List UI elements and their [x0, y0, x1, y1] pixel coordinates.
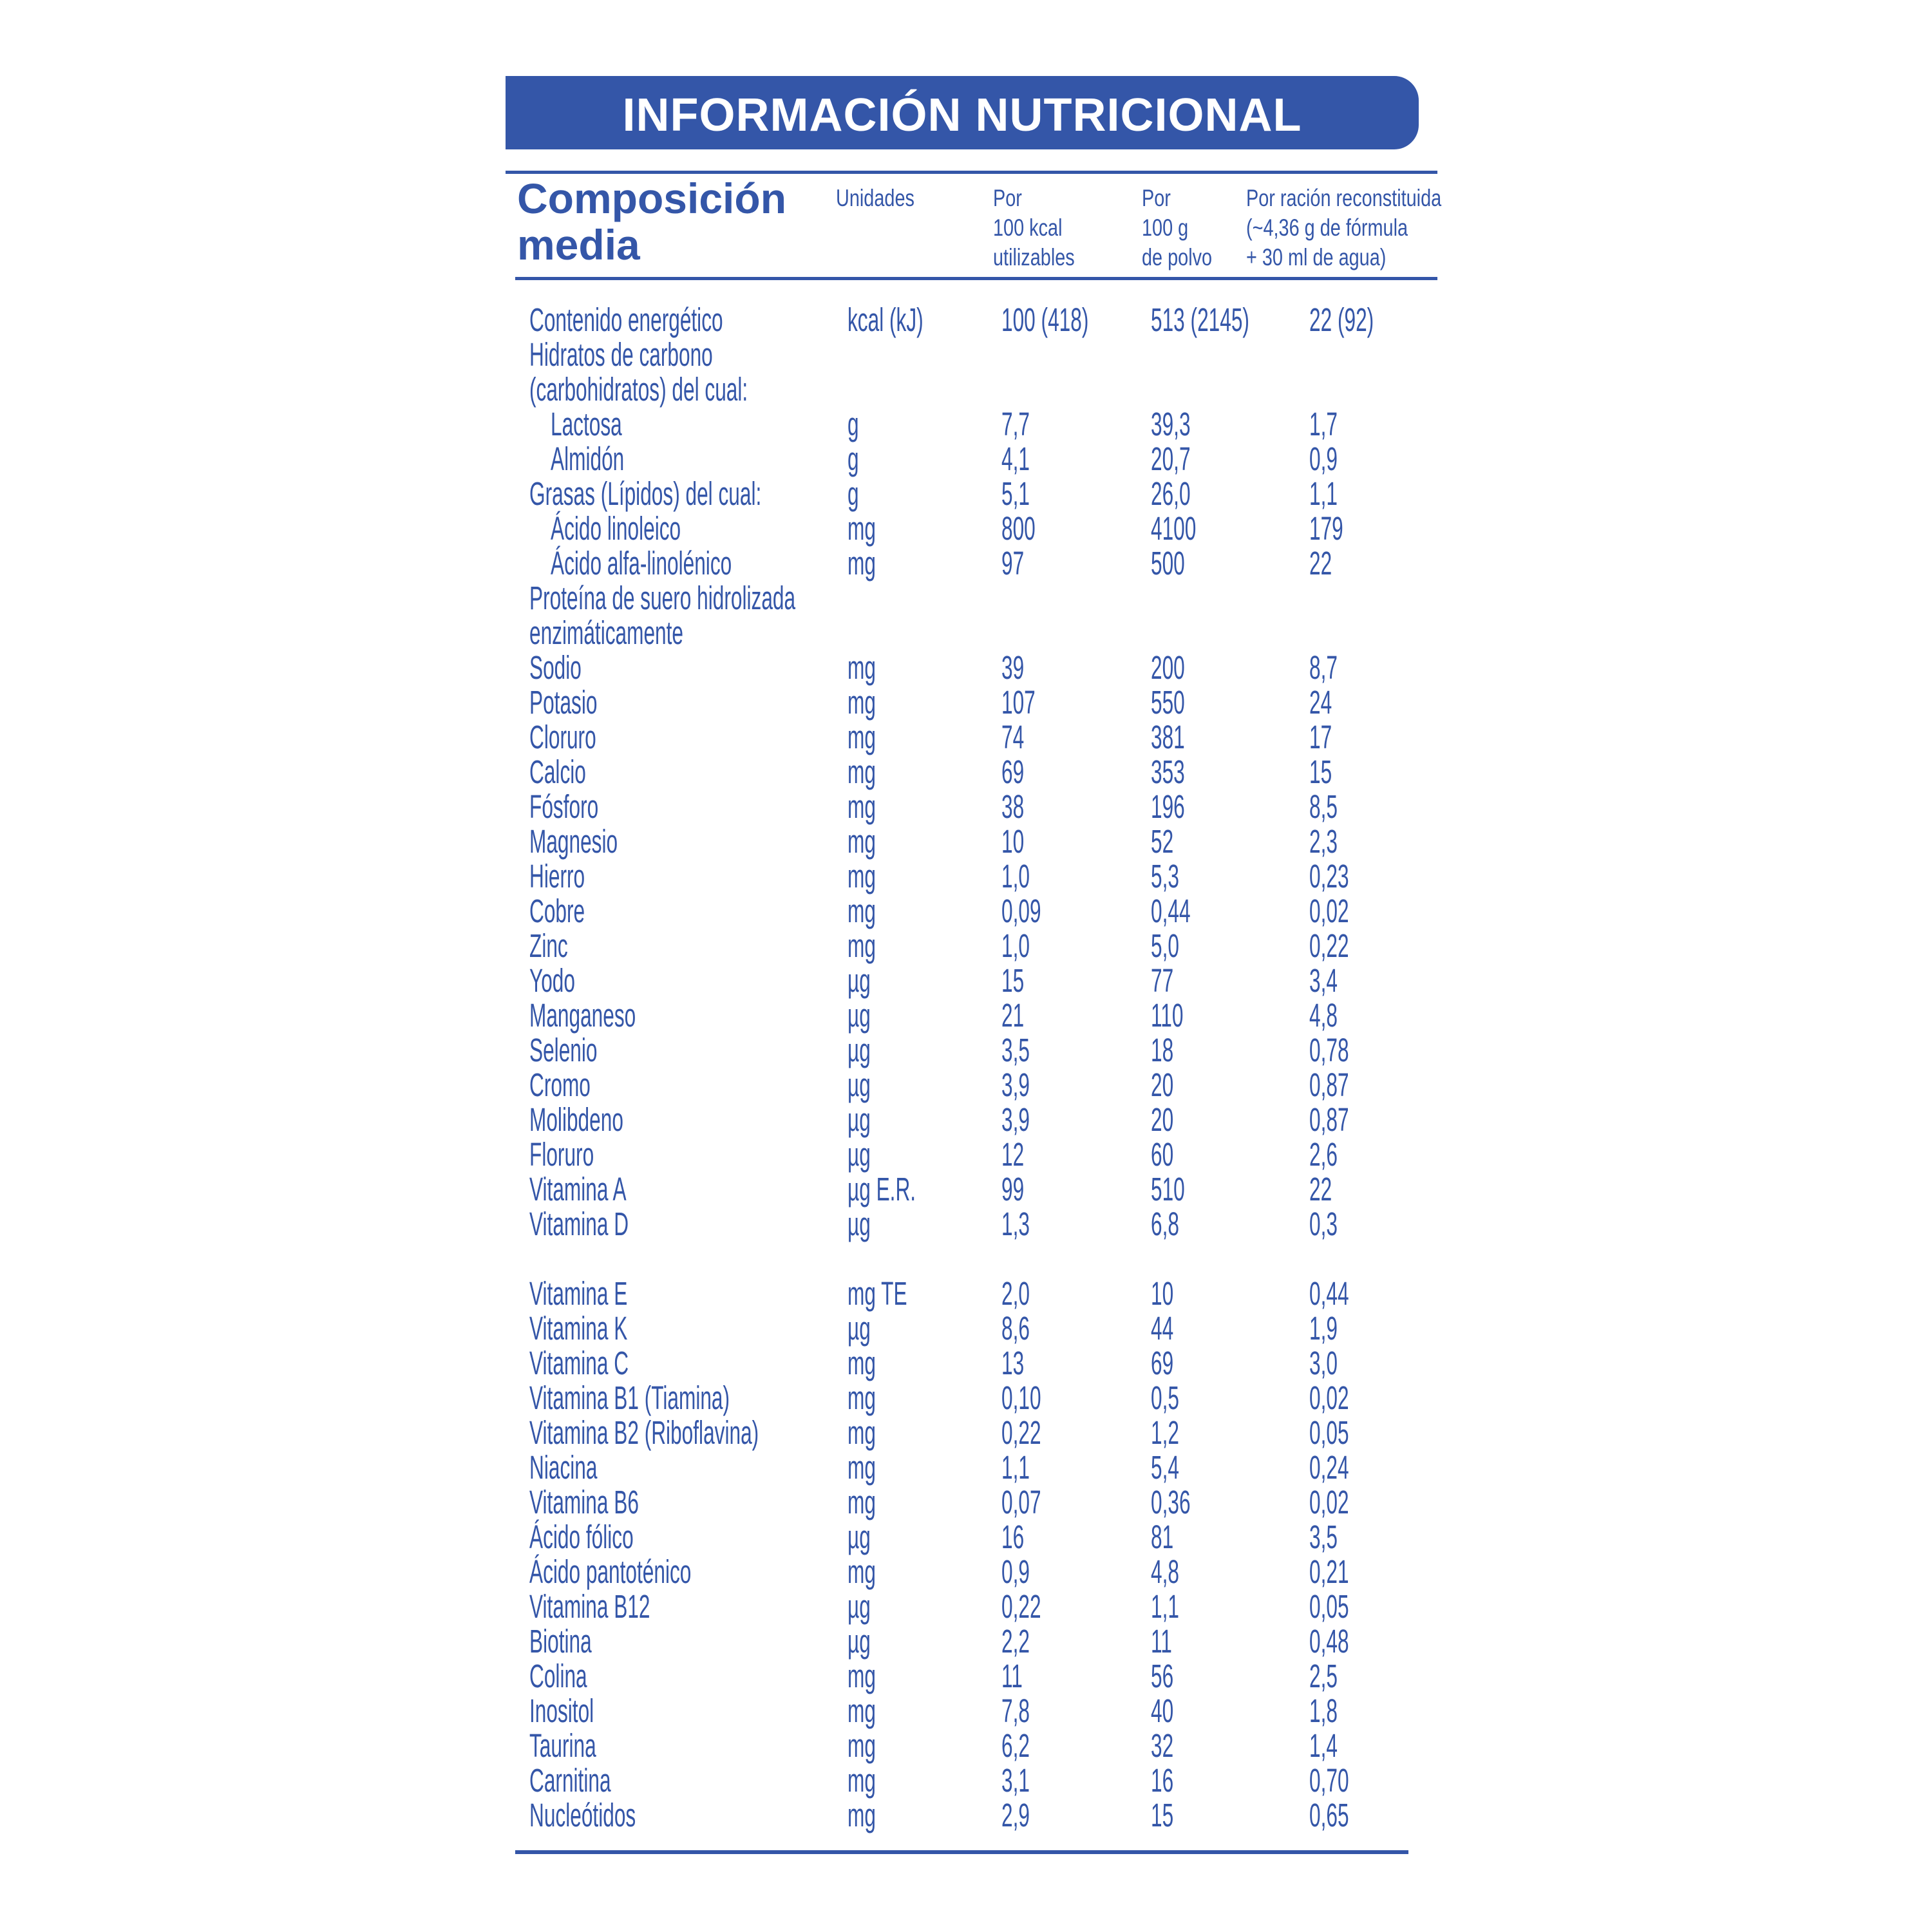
unit-cell: µg E.R.	[848, 1171, 916, 1208]
unit-cell: µg	[848, 1136, 871, 1173]
per-ration-cell: 0,44	[1309, 1275, 1349, 1312]
per-ration-cell: 0,02	[1309, 1379, 1349, 1416]
per-100-g-cell: 15	[1151, 1797, 1174, 1833]
nutrient-name: Proteína de suero hidrolizada	[529, 580, 796, 616]
unit-cell: µg	[848, 1623, 871, 1660]
per-ration-cell: 0,23	[1309, 858, 1349, 895]
per-ration-column-header	[1246, 184, 1441, 272]
per-ration-cell: 0,05	[1309, 1588, 1349, 1625]
units-column-header	[836, 184, 914, 213]
per-100-kcal-cell: 3,1	[1001, 1762, 1030, 1799]
nutrient-name: Calcio	[529, 753, 586, 790]
per-100-g-header-line: 100 g	[1142, 214, 1189, 241]
unit-cell: mg	[848, 893, 876, 929]
per-100-g-cell: 196	[1151, 788, 1185, 825]
per-100-g-cell: 110	[1151, 997, 1184, 1034]
per-ration-cell: 17	[1309, 719, 1332, 755]
per-100-g-cell: 20	[1151, 1066, 1174, 1103]
nutrient-name: Sodio	[529, 649, 582, 686]
per-ration-cell: 22 (92)	[1309, 301, 1374, 338]
per-100-g-cell: 381	[1151, 719, 1185, 755]
per-100-g-cell: 18	[1151, 1032, 1174, 1068]
per-ration-cell: 0,65	[1309, 1797, 1349, 1833]
per-ration-cell: 0,9	[1309, 440, 1338, 477]
per-100-kcal-cell: 0,09	[1001, 893, 1041, 929]
per-ration-cell: 8,7	[1309, 649, 1338, 686]
per-100-kcal-cell: 0,10	[1001, 1379, 1041, 1416]
per-100-g-cell: 5,0	[1151, 927, 1179, 964]
unit-cell: g	[848, 475, 859, 512]
per-100-kcal-cell: 10	[1001, 823, 1025, 860]
nutrient-name: Taurina	[529, 1727, 596, 1764]
nutrient-name: Vitamina K	[529, 1310, 628, 1347]
nutrient-name: Contenido energético	[529, 301, 723, 338]
nutrient-name: Potasio	[529, 684, 598, 721]
per-100-g-header-line: de polvo	[1142, 244, 1213, 270]
per-ration-cell: 0,87	[1309, 1066, 1349, 1103]
unit-cell: µg	[848, 1310, 871, 1347]
per-100-g-cell: 200	[1151, 649, 1185, 686]
unit-cell: mg	[848, 1379, 876, 1416]
per-100-g-cell: 500	[1151, 545, 1185, 582]
per-100-kcal-cell: 15	[1001, 962, 1025, 999]
nutrient-name: Floruro	[529, 1136, 594, 1173]
per-100-kcal-cell: 16	[1001, 1519, 1025, 1555]
unit-cell: µg	[848, 1101, 871, 1138]
title-banner	[506, 76, 1419, 149]
per-100-kcal-cell: 8,6	[1001, 1310, 1030, 1347]
per-100-kcal-cell: 1,1	[1001, 1449, 1030, 1486]
per-100-kcal-cell: 21	[1001, 997, 1025, 1034]
per-ration-cell: 0,48	[1309, 1623, 1349, 1660]
per-100-kcal-cell: 2,9	[1001, 1797, 1030, 1833]
unit-cell: mg	[848, 1727, 876, 1764]
per-100-g-column-header	[1142, 184, 1212, 272]
unit-cell: mg	[848, 1449, 876, 1486]
nutrient-name: Hidratos de carbono	[529, 336, 713, 373]
per-100-kcal-cell: 0,9	[1001, 1553, 1030, 1590]
per-100-g-cell: 0,44	[1151, 893, 1191, 929]
per-ration-cell: 4,8	[1309, 997, 1338, 1034]
per-100-g-cell: 44	[1151, 1310, 1174, 1347]
unit-cell: mg	[848, 823, 876, 860]
per-100-kcal-cell: 1,0	[1001, 858, 1030, 895]
nutrient-name: Vitamina B12	[529, 1588, 650, 1625]
per-100-g-cell: 60	[1151, 1136, 1174, 1173]
per-ration-cell: 0,78	[1309, 1032, 1349, 1068]
unit-cell: mg	[848, 1553, 876, 1590]
per-100-g-cell: 4100	[1151, 510, 1197, 547]
nutrient-name: Fósforo	[529, 788, 599, 825]
per-ration-cell: 0,22	[1309, 927, 1349, 964]
nutrient-name: Cloruro	[529, 719, 596, 755]
per-100-kcal-cell: 69	[1001, 753, 1025, 790]
per-100-kcal-cell: 7,7	[1001, 406, 1030, 442]
unit-cell: µg	[848, 962, 871, 999]
per-ration-cell: 3,5	[1309, 1519, 1338, 1555]
per-100-kcal-cell: 1,3	[1001, 1206, 1030, 1242]
nutrient-name: Biotina	[529, 1623, 592, 1660]
per-100-kcal-cell: 100 (418)	[1001, 301, 1089, 338]
unit-cell: mg	[848, 1345, 876, 1381]
per-100-kcal-cell: 0,07	[1001, 1484, 1041, 1520]
per-ration-cell: 0,21	[1309, 1553, 1349, 1590]
unit-cell: mg	[848, 1797, 876, 1833]
per-100-g-cell: 39,3	[1151, 406, 1191, 442]
per-ration-cell: 1,4	[1309, 1727, 1338, 1764]
nutrient-name: Inositol	[529, 1692, 594, 1729]
per-100-g-cell: 4,8	[1151, 1553, 1179, 1590]
unit-cell: mg	[848, 1414, 876, 1451]
per-ration-cell: 1,7	[1309, 406, 1338, 442]
per-100-kcal-cell: 2,0	[1001, 1275, 1030, 1312]
unit-cell: mg	[848, 1762, 876, 1799]
per-ration-cell: 8,5	[1309, 788, 1338, 825]
unit-cell: mg	[848, 684, 876, 721]
nutrient-name: Hierro	[529, 858, 585, 895]
unit-cell: mg	[848, 510, 876, 547]
per-100-g-cell: 20,7	[1151, 440, 1191, 477]
per-100-g-cell: 26,0	[1151, 475, 1191, 512]
per-100-kcal-cell: 5,1	[1001, 475, 1030, 512]
table-bottom-rule	[515, 1850, 1408, 1854]
per-100-g-cell: 1,1	[1151, 1588, 1179, 1625]
per-100-kcal-header-line: 100 kcal	[993, 214, 1063, 241]
unit-cell: mg	[848, 788, 876, 825]
nutrient-name: Magnesio	[529, 823, 618, 860]
header-bottom-rule	[515, 277, 1437, 280]
unit-cell: mg	[848, 927, 876, 964]
per-100-kcal-header-line: utilizables	[993, 244, 1075, 270]
per-100-g-cell: 77	[1151, 962, 1174, 999]
nutrient-name: Colina	[529, 1658, 587, 1694]
nutrient-name: Cobre	[529, 893, 585, 929]
per-100-kcal-cell: 107	[1001, 684, 1036, 721]
per-100-g-cell: 0,5	[1151, 1379, 1179, 1416]
per-100-kcal-cell: 39	[1001, 649, 1025, 686]
per-ration-cell: 1,9	[1309, 1310, 1338, 1347]
nutrient-name: Almidón	[551, 440, 625, 477]
per-100-g-cell: 513 (2145)	[1151, 301, 1249, 338]
unit-cell: kcal (kJ)	[848, 301, 923, 338]
per-ration-cell: 2,3	[1309, 823, 1338, 860]
per-100-g-header-line: Por	[1142, 185, 1171, 211]
nutrient-name: Lactosa	[551, 406, 622, 442]
per-100-g-cell: 10	[1151, 1275, 1174, 1312]
per-100-kcal-cell: 99	[1001, 1171, 1025, 1208]
per-ration-cell: 0,87	[1309, 1101, 1349, 1138]
unit-cell: mg	[848, 649, 876, 686]
per-ration-cell: 22	[1309, 1171, 1332, 1208]
per-100-g-cell: 510	[1151, 1171, 1185, 1208]
composition-header: Composición media	[517, 175, 787, 269]
nutrient-name: Niacina	[529, 1449, 598, 1486]
page-title: INFORMACIÓN NUTRICIONAL	[622, 90, 1302, 141]
unit-cell: mg	[848, 545, 876, 582]
nutrient-name: Ácido fólico	[529, 1519, 634, 1555]
per-100-g-cell: 56	[1151, 1658, 1174, 1694]
per-100-g-cell: 52	[1151, 823, 1174, 860]
nutrient-name: (carbohidratos) del cual:	[529, 371, 748, 408]
unit-cell: µg	[848, 1206, 871, 1242]
per-100-g-cell: 16	[1151, 1762, 1174, 1799]
header-top-rule	[506, 171, 1437, 174]
per-100-kcal-cell: 0,22	[1001, 1588, 1041, 1625]
nutrient-name: Vitamina C	[529, 1345, 629, 1381]
unit-cell: mg	[848, 1692, 876, 1729]
per-ration-header-line: Por ración reconstituida	[1246, 185, 1442, 211]
per-ration-header-line: (~4,36 g de fórmula	[1246, 214, 1408, 241]
per-100-kcal-cell: 97	[1001, 545, 1025, 582]
nutrient-name: Vitamina B1 (Tiamina)	[529, 1379, 730, 1416]
per-100-g-cell: 40	[1151, 1692, 1174, 1729]
unit-cell: g	[848, 406, 859, 442]
per-ration-cell: 0,3	[1309, 1206, 1338, 1242]
per-ration-cell: 15	[1309, 753, 1332, 790]
per-100-kcal-cell: 13	[1001, 1345, 1025, 1381]
nutrient-name: Vitamina B2 (Riboflavina)	[529, 1414, 759, 1451]
per-ration-cell: 1,1	[1309, 475, 1338, 512]
per-ration-cell: 2,6	[1309, 1136, 1338, 1173]
nutrient-name: Ácido alfa-linolénico	[551, 545, 732, 582]
per-100-g-cell: 6,8	[1151, 1206, 1179, 1242]
nutrient-name: Vitamina A	[529, 1171, 627, 1208]
nutrient-name: Carnitina	[529, 1762, 611, 1799]
per-100-kcal-cell: 38	[1001, 788, 1025, 825]
per-100-kcal-cell: 1,0	[1001, 927, 1030, 964]
per-ration-cell: 2,5	[1309, 1658, 1338, 1694]
unit-cell: mg	[848, 1484, 876, 1520]
unit-cell: mg TE	[848, 1275, 907, 1312]
per-100-g-cell: 69	[1151, 1345, 1174, 1381]
nutrient-name: Vitamina E	[529, 1275, 628, 1312]
per-100-kcal-header-line: Por	[993, 185, 1022, 211]
units-header-label: Unidades	[836, 185, 914, 211]
per-100-g-cell: 81	[1151, 1519, 1174, 1555]
unit-cell: mg	[848, 753, 876, 790]
per-100-g-cell: 0,36	[1151, 1484, 1191, 1520]
per-100-g-cell: 1,2	[1151, 1414, 1179, 1451]
nutrient-name: Vitamina B6	[529, 1484, 639, 1520]
nutrient-name: Grasas (Lípidos) del cual:	[529, 475, 762, 512]
per-100-g-cell: 550	[1151, 684, 1185, 721]
per-ration-cell: 0,02	[1309, 893, 1349, 929]
per-100-kcal-cell: 6,2	[1001, 1727, 1030, 1764]
per-100-kcal-cell: 2,2	[1001, 1623, 1030, 1660]
per-ration-cell: 179	[1309, 510, 1343, 547]
per-ration-cell: 0,05	[1309, 1414, 1349, 1451]
unit-cell: µg	[848, 1032, 871, 1068]
unit-cell: mg	[848, 719, 876, 755]
nutrient-name: enzimáticamente	[529, 614, 684, 651]
nutrient-name: Ácido pantoténico	[529, 1553, 692, 1590]
per-100-g-cell: 32	[1151, 1727, 1174, 1764]
per-100-kcal-cell: 74	[1001, 719, 1025, 755]
per-ration-cell: 22	[1309, 545, 1332, 582]
nutrient-name: Nucleótidos	[529, 1797, 636, 1833]
per-100-kcal-cell: 3,9	[1001, 1101, 1030, 1138]
per-100-kcal-cell: 11	[1001, 1658, 1023, 1694]
per-100-g-cell: 5,3	[1151, 858, 1179, 895]
per-100-kcal-cell: 12	[1001, 1136, 1025, 1173]
per-100-kcal-cell: 0,22	[1001, 1414, 1041, 1451]
nutrient-name: Ácido linoleico	[551, 510, 681, 547]
unit-cell: µg	[848, 1588, 871, 1625]
per-ration-cell: 0,70	[1309, 1762, 1349, 1799]
per-ration-cell: 3,4	[1309, 962, 1338, 999]
per-ration-cell: 0,24	[1309, 1449, 1349, 1486]
unit-cell: µg	[848, 997, 871, 1034]
per-ration-cell: 1,8	[1309, 1692, 1338, 1729]
per-100-kcal-column-header	[993, 184, 1075, 272]
per-ration-header-line: + 30 ml de agua)	[1246, 244, 1387, 270]
unit-cell: g	[848, 440, 859, 477]
unit-cell: µg	[848, 1519, 871, 1555]
per-100-kcal-cell: 3,9	[1001, 1066, 1030, 1103]
per-100-kcal-cell: 3,5	[1001, 1032, 1030, 1068]
per-100-kcal-cell: 800	[1001, 510, 1036, 547]
unit-cell: µg	[848, 1066, 871, 1103]
nutrient-name: Manganeso	[529, 997, 636, 1034]
per-ration-cell: 0,02	[1309, 1484, 1349, 1520]
unit-cell: mg	[848, 1658, 876, 1694]
nutrient-name: Cromo	[529, 1066, 591, 1103]
nutrient-name: Molibdeno	[529, 1101, 623, 1138]
nutrient-name: Zinc	[529, 927, 568, 964]
per-100-g-cell: 5,4	[1151, 1449, 1179, 1486]
per-100-g-cell: 20	[1151, 1101, 1174, 1138]
per-100-kcal-cell: 7,8	[1001, 1692, 1030, 1729]
per-100-g-cell: 11	[1151, 1623, 1172, 1660]
per-ration-cell: 24	[1309, 684, 1332, 721]
unit-cell: mg	[848, 858, 876, 895]
per-100-g-cell: 353	[1151, 753, 1185, 790]
nutrient-name: Vitamina D	[529, 1206, 629, 1242]
per-ration-cell: 3,0	[1309, 1345, 1338, 1381]
nutrient-name: Selenio	[529, 1032, 598, 1068]
nutrient-name: Yodo	[529, 962, 575, 999]
per-100-kcal-cell: 4,1	[1001, 440, 1030, 477]
